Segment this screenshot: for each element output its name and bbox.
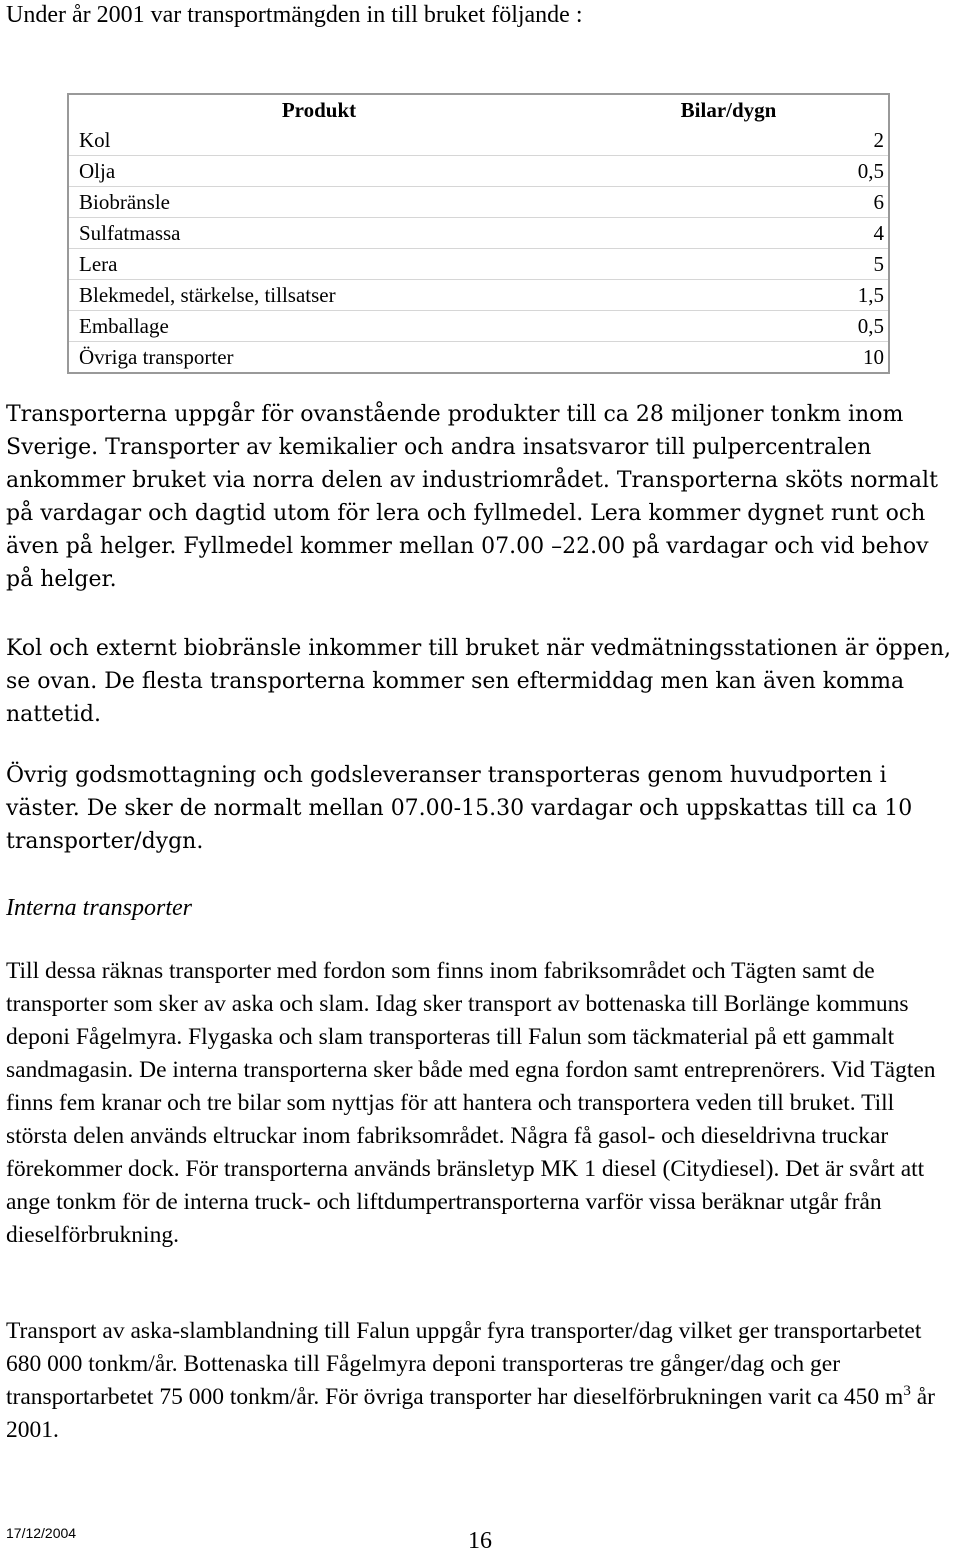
section-heading-internal-transports: Interna transporter: [6, 895, 192, 921]
table-cell-product: Kol: [68, 125, 563, 156]
table-cell-value: 0,5: [563, 311, 889, 342]
page-number: 16: [468, 1528, 492, 1554]
footer-date: 17/12/2004: [6, 1525, 77, 1541]
paragraph-ash-sludge-transport: [6, 1315, 960, 1447]
paragraph-ash-text-end: år 2001.: [6, 1384, 935, 1443]
paragraph-internal-transports: Till dessa räknas transporter med fordon som finns inom fabriksområdet och Tägten samt de transporter som sker av aska och slam. Idag sker transport av bottenaska till Borlänge kommuns deponi Fågelmyra. Flygaska och slam transporteras till Falun som täckmaterial på ett gammalt sandmagasin. De interna transporterna sker både med egna fordon samt entreprenörers. Vid Tägten finns fem kranar och tre bilar som nyttjas för att hantera och transportera veden till bruket. Till största delen används eltruckar inom fabriksområdet. Några få gasol- och dieseldrivna truckar förekommer dock. För transporterna används bränsletyp MK 1 diesel (Citydiesel). Det är svårt att ange tonkm för de interna truck- och liftdumpertransporterna varför vissa beräknar utgår från dieselförbrukning.: [6, 958, 936, 1248]
table-row: [68, 342, 889, 374]
table-cell-value: 10: [863, 345, 884, 369]
intro-text: Under år 2001 var transportmängden in till bruket följande :: [6, 2, 583, 28]
table-row: [68, 311, 889, 342]
table-row: [68, 125, 889, 156]
header-produkt: Produkt: [281, 98, 357, 122]
table-cell-product: Olja: [68, 156, 563, 187]
table-cell-product: Blekmedel, stärkelse, tillsatser: [68, 280, 563, 311]
paragraph-goods-receiving: Övrig godsmottagning och godsleveranser transporteras genom huvudporten i väster. De sker de normalt mellan 07.00-15.30 vardagar och uppskattas till ca 10 transporter/dygn.: [6, 763, 913, 854]
table-row: [68, 187, 889, 218]
table-cell-product: Övriga transporter: [79, 345, 234, 369]
header-bilar-dygn: Bilar/dygn: [680, 98, 777, 122]
paragraph-coal-biofuel: Kol och externt biobränsle inkommer till bruket när vedmätningsstationen är öppen, se ovan. De flesta transporterna kommer sen eftermiddag men kan även komma nattetid.: [6, 636, 952, 727]
table-cell-product: Biobränsle: [68, 187, 563, 218]
table-row: [68, 156, 889, 187]
paragraph-transport-volume: Transporterna uppgår för ovanstående produkter till ca 28 miljoner tonkm inom Sverige. Transporter av kemikalier och andra insatsvaror till pulpercentralen ankommer bruket via norra delen av industriområdet. Transporterna sköts normalt på vardagar och dagtid utom för lera och fyllmedel. Lera kommer dygnet runt och även på helger. Fyllmedel kommer mellan 07.00 –22.00 på vardagar och vid behov på helger.: [6, 402, 938, 592]
table-cell-product: Emballage: [68, 311, 563, 342]
transport-table: [67, 93, 890, 374]
table-cell-value: 0,5: [563, 156, 889, 187]
table-cell-value: 6: [563, 187, 889, 218]
table-cell-value: 1,5: [563, 280, 889, 311]
table-row: [68, 280, 889, 311]
table-cell-value: 5: [563, 249, 889, 280]
table-cell-product: Lera: [68, 249, 563, 280]
table-header-row: [68, 94, 889, 125]
table-row: [68, 249, 889, 280]
table-cell-value: 4: [563, 218, 889, 249]
table-row: [68, 218, 889, 249]
table-cell-value: 2: [563, 125, 889, 156]
paragraph-ash-text: Transport av aska-slamblandning till Falun uppgår fyra transporter/dag vilket ger transportarbetet 680 000 tonkm/år. Bottenaska till Fågelmyra deponi transporteras tre gånger/dag och ger transportarbetet 75 000 tonkm/år. För övriga transporter har dieselförbrukningen varit ca 450 m: [6, 1318, 922, 1410]
table-cell-product: Sulfatmassa: [68, 218, 563, 249]
superscript-cubed: 3: [903, 1383, 911, 1400]
